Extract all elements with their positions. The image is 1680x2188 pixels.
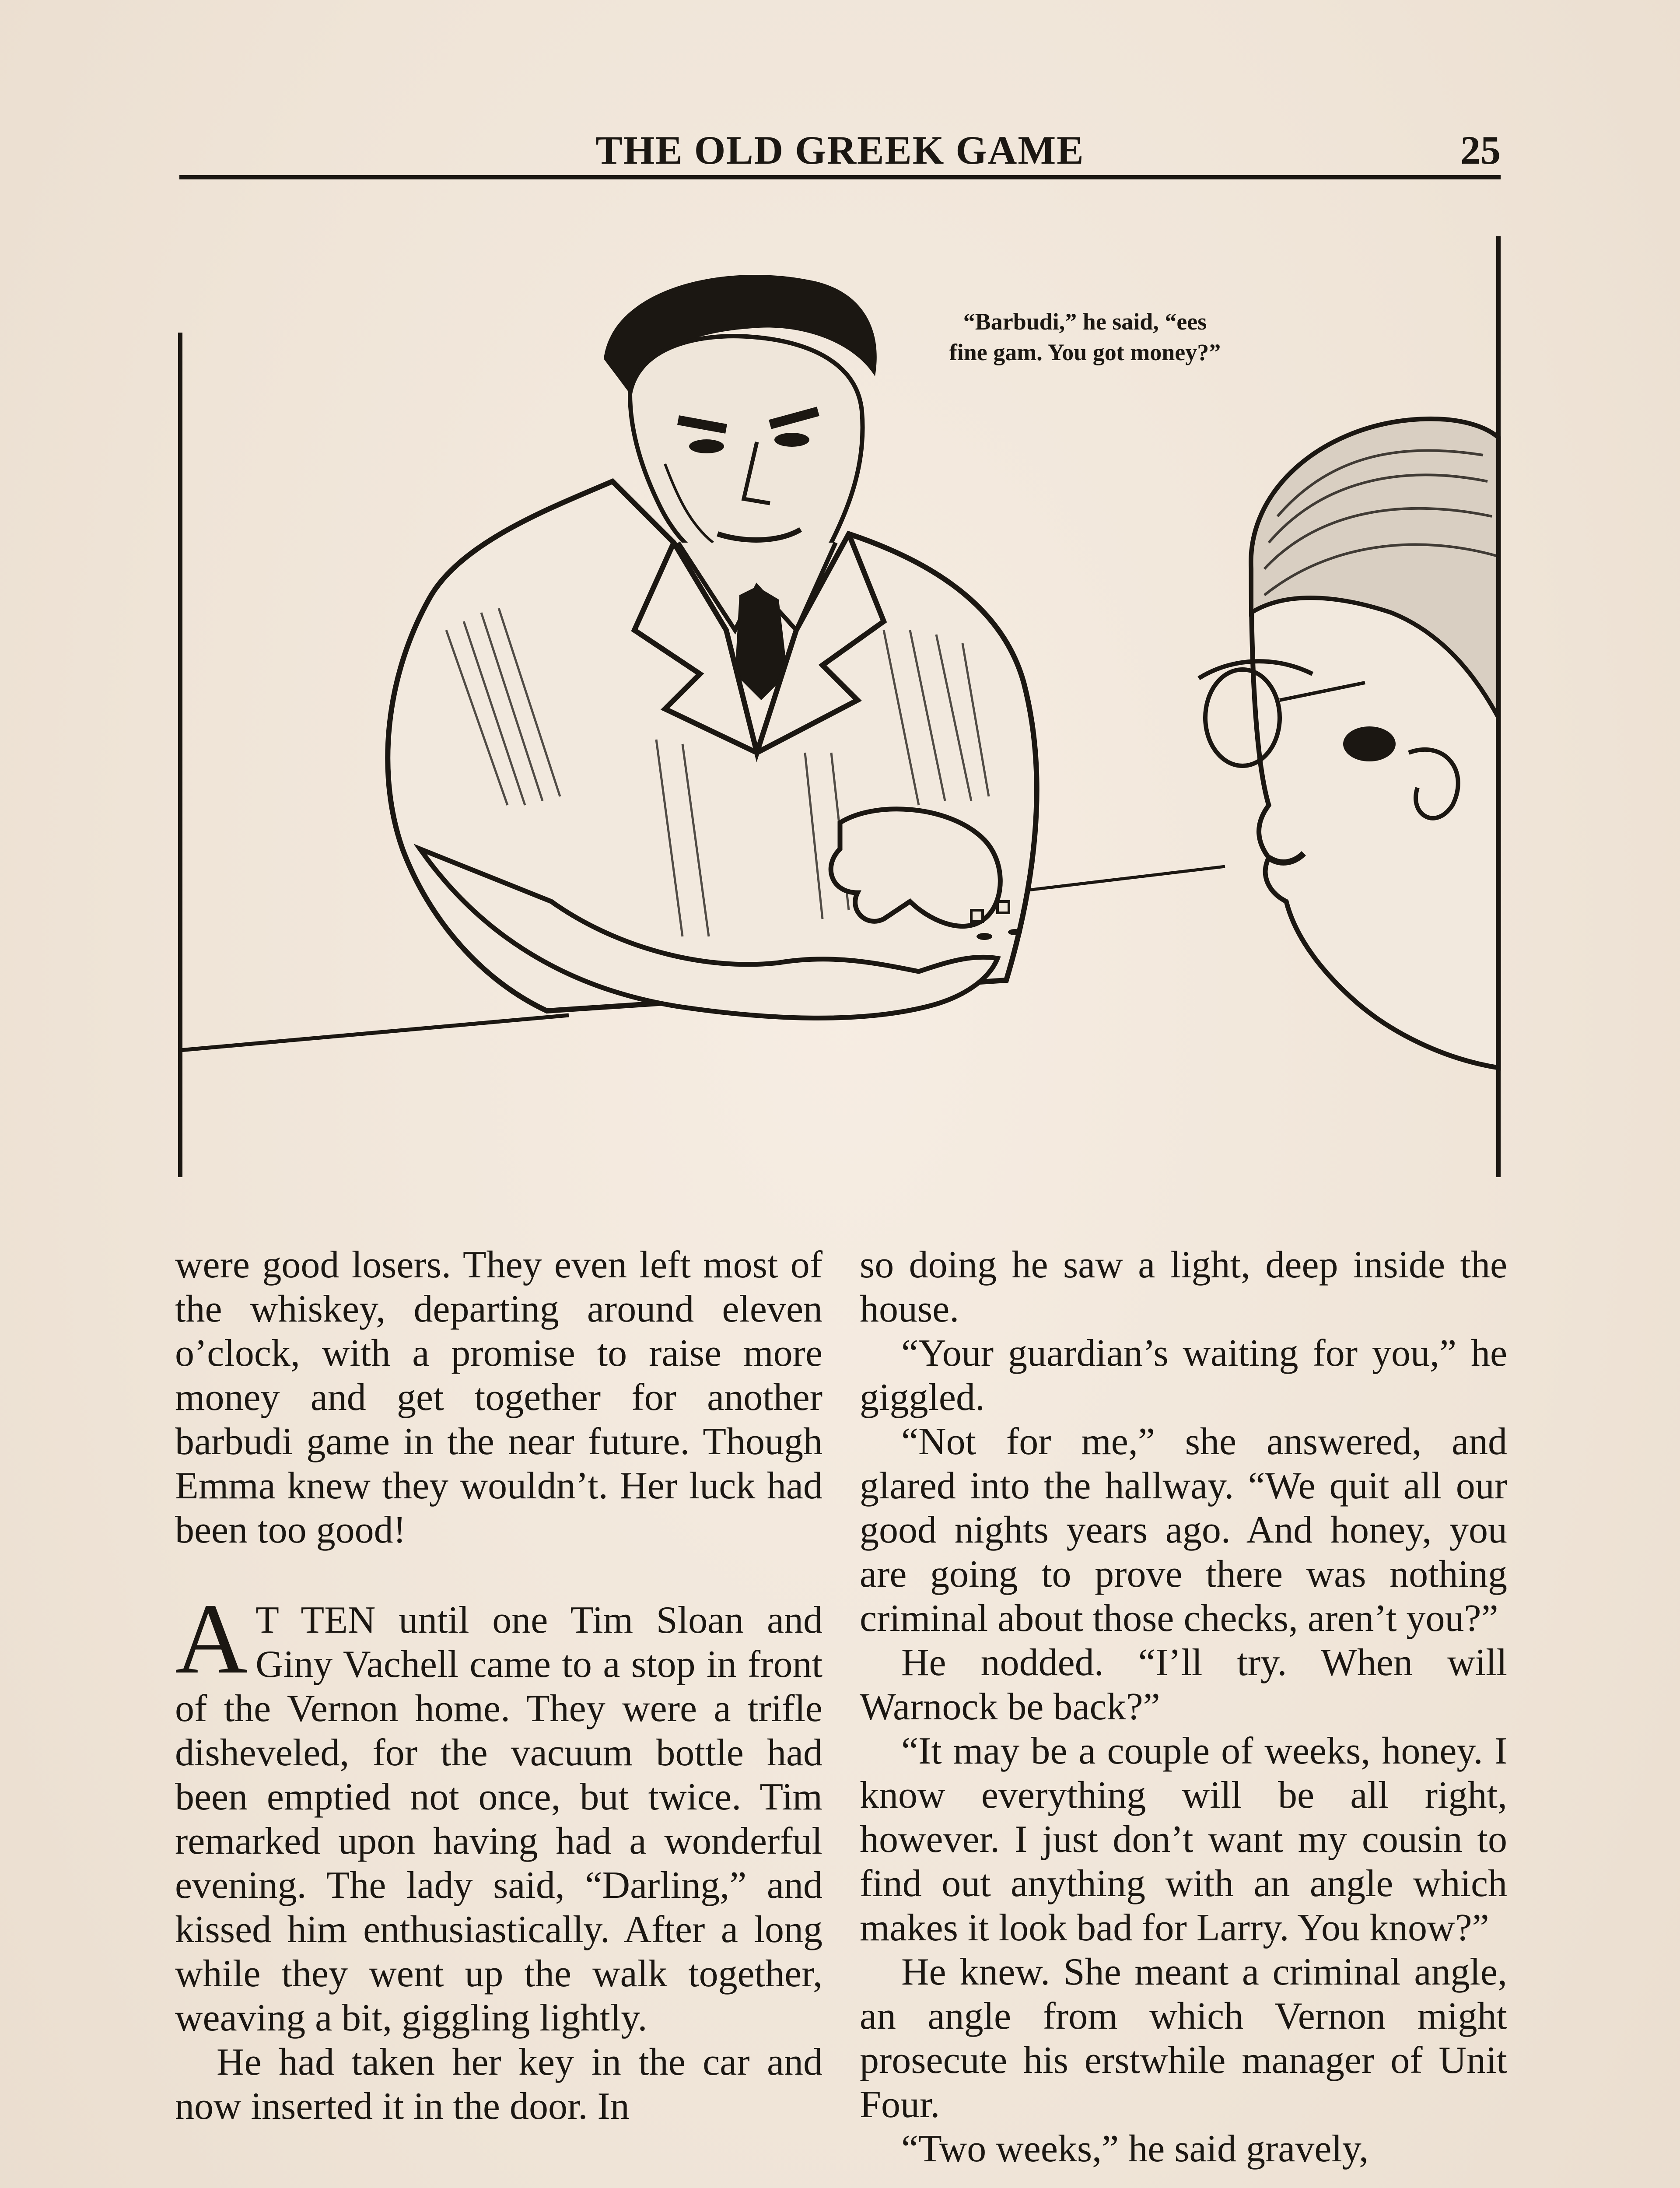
man-figure bbox=[388, 275, 1036, 1018]
paragraph: so doing he saw a light, deep inside the house. bbox=[860, 1244, 1507, 1330]
woman-figure bbox=[1199, 419, 1498, 1068]
running-head bbox=[179, 118, 1501, 175]
illustration bbox=[175, 236, 1505, 1177]
paragraph: “Two weeks,” he said gravely, bbox=[901, 2128, 1369, 2170]
text-column-right bbox=[860, 1243, 1507, 2171]
drop-cap: A bbox=[175, 1583, 248, 1694]
text-column-left bbox=[175, 1243, 822, 2128]
header-rule bbox=[179, 175, 1501, 179]
page-number: 25 bbox=[1460, 128, 1501, 172]
paragraph-dropcap bbox=[175, 1583, 822, 2040]
paragraph: He nodded. “I’ll try. When will Warnock be back?” bbox=[860, 1641, 1507, 1728]
paragraph-text: T TEN until one Tim Sloan and Giny Vachell came to a stop in front of the Vernon home. They were a trifle disheveled, for the vacuum bottle had been emptied not once, but twice. Tim remarked upon having had a wonderful evening. The lady said, “Darling,” and kissed him enthusiastically. After a long while they went up the walk together, weaving a bit, giggling lightly. bbox=[175, 1599, 822, 2039]
paragraph: “Not for me,” she answered, and glared into the hallway. “We quit all our good nights years ago. And honey, you are going to prove there was nothing criminal about those checks, aren’t you?” bbox=[860, 1420, 1507, 1640]
illustration-caption: “Barbudi,” he said, “ees fine gam. You got money?” bbox=[949, 309, 1221, 366]
paragraph: “Your guardian’s waiting for you,” he giggled. bbox=[860, 1332, 1507, 1419]
paragraph: He had taken her key in the car and now inserted it in the door. In bbox=[175, 2041, 822, 2128]
illustration-drawing bbox=[175, 236, 1505, 1177]
running-title: THE OLD GREEK GAME bbox=[595, 128, 1085, 172]
paragraph: He knew. She meant a criminal angle, an angle from which Vernon might prosecute his erstwhile manager of Unit Four. bbox=[860, 1951, 1507, 2126]
paragraph: were good losers. They even left most of the whiskey, departing around eleven o’clock, with a promise to raise more money and get together for another barbudi game in the near future. Though Emma knew they wouldn’t. Her luck had been too good! bbox=[175, 1244, 822, 1551]
paragraph: “It may be a couple of weeks, honey. I know everything will be all right, however. I just don’t want my cousin to find out anything with an angle which makes it look bad for Larry. You know?” bbox=[860, 1730, 1507, 1949]
